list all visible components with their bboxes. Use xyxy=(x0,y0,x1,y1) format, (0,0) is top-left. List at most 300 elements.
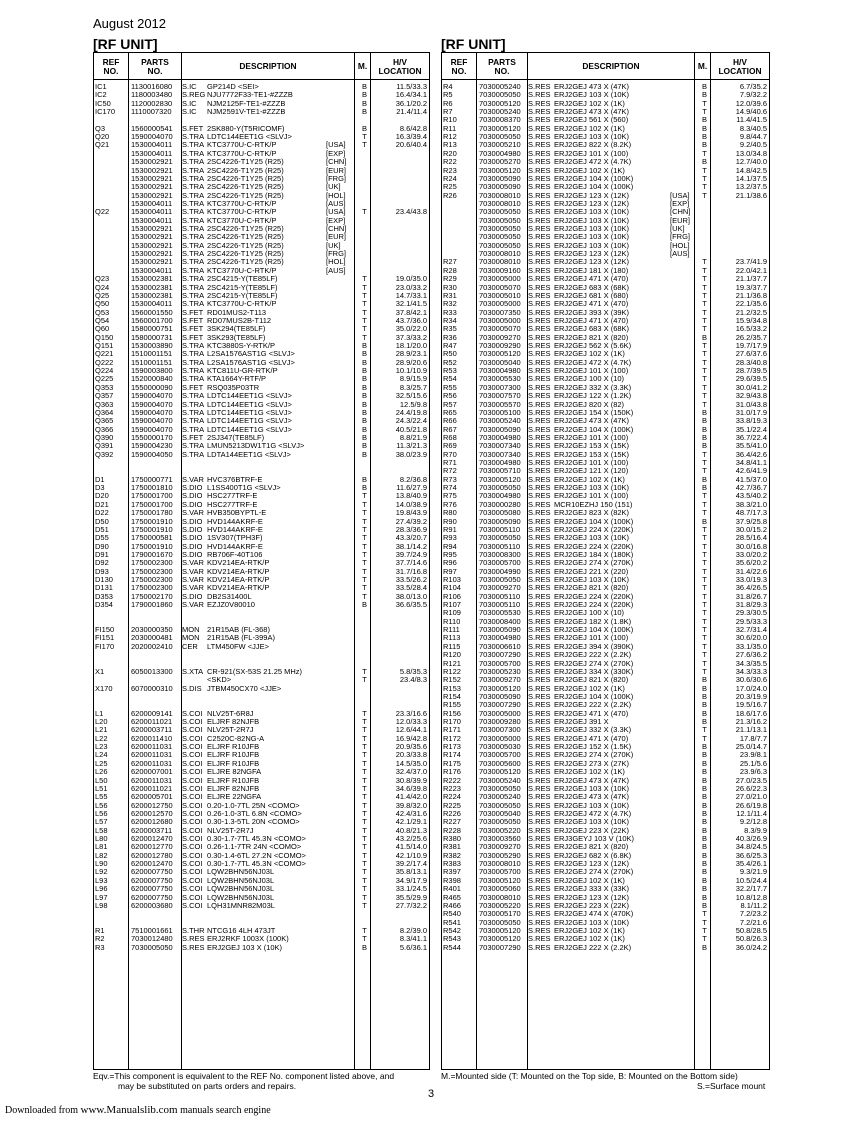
mounted-side: B xyxy=(701,776,707,785)
hv-location: 8.6/42.8 xyxy=(399,124,427,133)
part-type: S.RES xyxy=(528,751,551,760)
ref-no: R57 xyxy=(443,400,457,409)
table-row xyxy=(94,401,429,409)
part-type: S.DIO xyxy=(182,484,203,493)
part-description: KTC3770U-C-RTK/P xyxy=(207,266,277,275)
part-description: ERJ2GEJ 103 X (10K) xyxy=(554,233,630,242)
mounted-side: T xyxy=(702,910,707,919)
parts-no: 7030008010 xyxy=(479,258,521,267)
hv-location: 34.3/35.5 xyxy=(735,659,767,668)
ref-no: Q363 xyxy=(95,400,114,409)
region-code: [FRG] xyxy=(670,233,690,242)
table-row xyxy=(94,442,429,450)
part-type: S.TRA xyxy=(182,291,205,300)
hv-location: 28.9/23.1 xyxy=(395,350,427,359)
part-description: ERJ2GEJ 104 X (100K) xyxy=(554,425,634,434)
part-type: S.TRA xyxy=(182,266,205,275)
part-description: 2SC4226-T1Y25 (R25) xyxy=(207,174,284,183)
parts-table-right xyxy=(441,52,770,1070)
ref-no: R54 xyxy=(443,375,457,384)
part-description: ERJ2GEJ 224 X (220K) xyxy=(554,592,634,601)
part-type: S.RES xyxy=(528,651,551,660)
hv-location: 35.5/41.0 xyxy=(735,442,767,451)
part-type: S.VAR xyxy=(182,475,204,484)
part-description: ERJ3GEYJ 103 V (10K) xyxy=(554,835,635,844)
mounted-side: B xyxy=(701,91,707,100)
table-row xyxy=(94,751,429,759)
mounted-side: T xyxy=(702,492,707,501)
table-row xyxy=(442,760,769,768)
ref-no: R401 xyxy=(443,885,461,894)
parts-no: 1130016080 xyxy=(131,83,173,91)
mounted-side: T xyxy=(702,659,707,668)
part-description: KTC3770U-C-RTK/P xyxy=(207,149,277,158)
table-row xyxy=(442,852,769,860)
hv-location: 25.1/5.6 xyxy=(739,759,767,768)
part-type: S.RES xyxy=(528,166,551,175)
mounted-side: B xyxy=(701,876,707,885)
parts-no: 1530002381 xyxy=(131,291,173,300)
hv-location: 42.7/36.7 xyxy=(735,484,767,493)
parts-no: 7030009280 xyxy=(479,718,521,727)
table-row xyxy=(442,167,769,175)
part-type: S.COI xyxy=(182,860,203,869)
parts-no: 7030005050 xyxy=(479,818,521,827)
parts-no: 1530002921 xyxy=(131,191,173,200)
parts-no: 6200007001 xyxy=(131,768,173,777)
table-row xyxy=(442,426,769,434)
ref-no: R122 xyxy=(443,667,461,676)
ref-no: L1 xyxy=(95,709,104,718)
table-row xyxy=(442,944,769,952)
table-row xyxy=(442,292,769,300)
hv-location: 31.8/29.3 xyxy=(735,601,767,610)
parts-no: 6200009141 xyxy=(131,709,173,718)
ref-no: R6 xyxy=(443,99,453,108)
ref-no: D90 xyxy=(95,542,109,551)
part-type: S.TRA xyxy=(182,408,205,417)
download-site-link[interactable]: www.Manualslib.com xyxy=(80,1104,178,1116)
part-type: S.TRA xyxy=(182,358,205,367)
ref-no: L96 xyxy=(95,885,108,894)
parts-no: 1530004011 xyxy=(131,199,173,208)
part-type: S.TRA xyxy=(182,258,205,267)
part-description: ELJRF 82NJFB xyxy=(207,784,260,793)
ref-no-header: REF NO. xyxy=(94,53,129,80)
mounted-side: T xyxy=(362,492,367,501)
part-description: ERJ2GEJ 472 X (4.7K) xyxy=(554,809,632,818)
ref-no: Q357 xyxy=(95,392,114,401)
hv-location: 35.4/26.1 xyxy=(735,860,767,869)
parts-no: 7030005050 xyxy=(479,784,521,793)
hv-location: 29.3/30.5 xyxy=(735,609,767,618)
table-row xyxy=(442,258,769,266)
mounted-side: T xyxy=(702,634,707,643)
ref-no: L22 xyxy=(95,734,108,743)
ref-no: R544 xyxy=(443,943,461,952)
parts-no: 7030007300 xyxy=(479,383,521,392)
table-row xyxy=(94,325,429,333)
part-type: S.RES xyxy=(528,383,551,392)
part-type: S.RES xyxy=(528,843,551,852)
part-description: ERJ2GEJ 334 X (330K) xyxy=(554,667,634,676)
table-row xyxy=(442,651,769,659)
part-type: S.RES xyxy=(528,392,551,401)
hv-location: 14.1/37.5 xyxy=(735,174,767,183)
region-code: [HOL] xyxy=(326,191,346,200)
mounted-side: B xyxy=(361,484,367,493)
mounted-side: T xyxy=(362,860,367,869)
ref-no: L20 xyxy=(95,718,108,727)
part-type: S.RES xyxy=(528,935,551,944)
part-description: ERJ2GEJ 153 X (15K) xyxy=(554,450,630,459)
mounted-side: T xyxy=(362,542,367,551)
part-type: S.COI xyxy=(182,709,203,718)
table-row xyxy=(94,777,429,785)
mounted-side: B xyxy=(361,124,367,133)
region-code: [CHN] xyxy=(326,158,347,167)
part-type: S.FET xyxy=(182,333,204,342)
hv-location: 40.3/26.9 xyxy=(735,835,767,844)
hv-location: 8.2/36.8 xyxy=(399,475,427,484)
part-type: S.RES xyxy=(528,400,551,409)
part-description: ERJ2GEJ 102 X (1K) xyxy=(554,684,625,693)
part-description: 2SC4226-T1Y25 (R25) xyxy=(207,183,284,192)
ref-no: R69 xyxy=(443,442,457,451)
hv-location: 36.1/20.2 xyxy=(395,99,427,108)
part-description: ERJ2GEJ 274 X (270K) xyxy=(554,868,634,877)
ref-no: R3 xyxy=(95,943,105,952)
part-description: 21R15AB (FL-399A) xyxy=(207,634,275,643)
part-type: S.RES xyxy=(528,358,551,367)
hv-location: 7.9/32.2 xyxy=(739,91,767,100)
parts-no: 7030005110 xyxy=(479,601,521,610)
part-type: S.RES xyxy=(528,559,551,568)
ref-no: R107 xyxy=(443,601,461,610)
part-description: NJU7772F33-TE1-#ZZZB xyxy=(207,91,293,100)
table-row xyxy=(94,701,429,709)
ref-no: FI150 xyxy=(95,626,115,635)
part-type: S.RES xyxy=(528,459,551,468)
region-code: [HOL] xyxy=(326,258,346,267)
hv-location: 11.5/33.3 xyxy=(396,83,427,91)
parts-no: 7030005120 xyxy=(479,475,521,484)
part-type: S.RES xyxy=(528,567,551,576)
ref-no: R1 xyxy=(95,926,105,935)
table-row xyxy=(94,693,429,701)
table-row xyxy=(442,768,769,776)
table-row xyxy=(442,350,769,358)
part-description: ERJ2GEJ 471 X (470) xyxy=(554,275,629,284)
hv-location: 40.8/21.3 xyxy=(395,826,427,835)
part-description: ERJ2GEJ 224 X (220K) xyxy=(554,525,634,534)
mounted-side: T xyxy=(702,166,707,175)
ref-no: R32 xyxy=(443,300,457,309)
hv-location: 31.0/43.8 xyxy=(735,400,767,409)
table-row xyxy=(442,518,769,526)
parts-no: 1530002921 xyxy=(131,233,173,242)
hv-location: 29.5/33.3 xyxy=(735,617,767,626)
part-description: ERJ2GEJ 473 X (47K) xyxy=(554,83,630,91)
mounted-side: T xyxy=(702,342,707,351)
region-code: [USA] xyxy=(326,208,346,217)
parts-no: 7030005120 xyxy=(479,124,521,133)
mounted-side: B xyxy=(701,408,707,417)
hv-location: 8.3/25.7 xyxy=(399,383,427,392)
mounted-side: T xyxy=(702,926,707,935)
table-header xyxy=(94,53,429,80)
ref-no: L55 xyxy=(95,793,108,802)
parts-no: 1530002921 xyxy=(131,225,173,234)
parts-no: 1790001860 xyxy=(131,601,173,610)
part-type: S.RES xyxy=(528,734,551,743)
parts-no: 7030005240 xyxy=(479,793,521,802)
table-row xyxy=(442,576,769,584)
ref-no: R154 xyxy=(443,692,461,701)
description-header: DESCRIPTION xyxy=(528,53,695,80)
part-type: S.RES xyxy=(528,709,551,718)
table-row xyxy=(94,192,429,200)
hv-location: 18.6/17.6 xyxy=(735,709,767,718)
table-row xyxy=(94,852,429,860)
table-row xyxy=(442,885,769,893)
part-description: ERJ2RKF 1003X (100K) xyxy=(207,935,289,944)
part-type: S.TRA xyxy=(182,216,205,225)
hv-location: 36.4/26.5 xyxy=(735,584,767,593)
mounted-side: T xyxy=(702,358,707,367)
hv-location: 41.5/37.0 xyxy=(735,475,767,484)
part-type: S.COI xyxy=(182,793,203,802)
mounted-side: T xyxy=(362,283,367,292)
table-row xyxy=(442,559,769,567)
ref-no: R170 xyxy=(443,718,461,727)
mounted-side: B xyxy=(701,333,707,342)
ref-no: L57 xyxy=(95,818,108,827)
part-description: ERJ2GEJ 103 X (10K) xyxy=(554,576,630,584)
table-row xyxy=(442,91,769,99)
part-description: ERJ2GEJ 123 X (12K) xyxy=(554,893,630,902)
ref-no: R222 xyxy=(443,776,461,785)
part-description: ERJ2GEJ 103 X (10K) xyxy=(554,241,630,250)
part-description: ERJ2GEJ 822 X (8.2K) xyxy=(554,141,632,150)
hv-location: 33.5/26.2 xyxy=(395,576,427,584)
ref-no: R104 xyxy=(443,584,461,593)
ref-no: R543 xyxy=(443,935,461,944)
hv-location: 38.3/21.0 xyxy=(735,500,767,509)
parts-no: 7030005110 xyxy=(479,542,521,551)
part-type: S.RES xyxy=(528,241,551,250)
part-type: S.COI xyxy=(182,901,203,910)
download-prefix: Downloaded from xyxy=(5,1105,81,1116)
hv-location: 37.9/25.8 xyxy=(735,517,767,526)
table-row xyxy=(94,534,429,542)
hv-location: 21.1/36.8 xyxy=(735,291,767,300)
parts-no: 1530004011 xyxy=(131,141,173,150)
hv-location: 8.3/41.1 xyxy=(399,935,427,944)
parts-no: 7030005120 xyxy=(479,935,521,944)
table-row xyxy=(94,350,429,358)
hv-location: 35.1/22.4 xyxy=(735,425,767,434)
parts-no: 6200003711 xyxy=(131,826,173,835)
part-description: ERJ2GEJ 224 X (220K) xyxy=(554,601,634,610)
part-type: S.RES xyxy=(528,926,551,935)
mounted-side: B xyxy=(701,901,707,910)
hv-location: 35.6/20.2 xyxy=(735,559,767,568)
table-row xyxy=(94,267,429,275)
region-code: [USA] xyxy=(326,141,346,150)
parts-no: 1590004070 xyxy=(131,408,173,417)
parts-no: 1750000771 xyxy=(131,475,173,484)
part-type: S.TRA xyxy=(182,275,205,284)
ref-no: IC1 xyxy=(95,83,107,91)
parts-no: 1590004070 xyxy=(131,425,173,434)
ref-no: Q50 xyxy=(95,300,110,309)
part-description: ERJ2GEJ 332 X (3.3K) xyxy=(554,726,632,735)
part-description: ERJ2GEJ 683 X (68K) xyxy=(554,283,630,292)
parts-no: 7030005050 xyxy=(479,576,521,584)
table-row xyxy=(442,618,769,626)
part-type: S.RES xyxy=(528,199,551,208)
parts-no: 1510001151 xyxy=(131,350,173,359)
region-code: [CHN] xyxy=(326,225,347,234)
part-description: ERJ2GEJ 472 X (4.7K) xyxy=(554,358,632,367)
part-description: KDV214EA-RTK/P xyxy=(207,567,270,576)
table-row xyxy=(94,242,429,250)
hv-location: 36.0/24.2 xyxy=(735,943,767,952)
part-description: ERJ2GEJ 103 X (10K) xyxy=(554,208,630,217)
hv-location: 34.3/33.3 xyxy=(735,667,767,676)
parts-no: 2030000350 xyxy=(131,626,173,635)
hv-location: 26.6/22.3 xyxy=(735,784,767,793)
part-description: ERJ2GEJ 121 X (120) xyxy=(554,467,629,476)
mounted-side: B xyxy=(361,392,367,401)
hv-location: 38.1/14.2 xyxy=(395,542,427,551)
part-type: S.RES xyxy=(528,759,551,768)
parts-no: 7030007340 xyxy=(479,442,521,451)
table-row xyxy=(94,634,429,642)
parts-no: 1590004070 xyxy=(131,392,173,401)
parts-no: 1590004070 xyxy=(131,133,173,142)
part-type: S.RES xyxy=(528,743,551,752)
parts-no: 7030005710 xyxy=(479,467,521,476)
table-row xyxy=(442,459,769,467)
part-description: 1SV307(TPH3F) xyxy=(207,534,263,543)
hv-location: 12.5/9.8 xyxy=(399,400,427,409)
part-type: MON xyxy=(182,626,200,635)
hv-location: 38.0/13.0 xyxy=(395,592,427,601)
mounted-side: B xyxy=(361,350,367,359)
part-type: S.RES xyxy=(528,108,551,117)
part-type: S.RES xyxy=(528,258,551,267)
hv-location: 11.4/41.5 xyxy=(736,116,767,125)
mounted-side: T xyxy=(362,751,367,760)
part-description: HVB350BYPTL-E xyxy=(207,509,267,518)
part-description: ERJ2GEJ 101 X (100) xyxy=(554,367,629,376)
part-description: KTC3880S-Y-RTK/P xyxy=(207,342,275,351)
part-type: S.COI xyxy=(182,759,203,768)
hv-location: 28.3/40.8 xyxy=(735,358,767,367)
table-row xyxy=(94,426,429,434)
part-type: S.TRA xyxy=(182,183,205,192)
table-row xyxy=(442,660,769,668)
hv-location: 36.6/35.5 xyxy=(395,601,427,610)
mounted-side: T xyxy=(702,392,707,401)
hv-location: 20.6/40.4 xyxy=(395,141,427,150)
hv-location: 9.2/12.8 xyxy=(739,818,767,827)
part-description: ERJ2GEJ 821 X (820) xyxy=(554,584,629,593)
hv-location: 27.7/32.2 xyxy=(395,901,427,910)
ref-no: Q24 xyxy=(95,283,110,292)
table-row xyxy=(442,751,769,759)
mounted-side: B xyxy=(361,367,367,376)
part-description: C2520C-82NG-A xyxy=(207,734,265,743)
parts-no: 7030005110 xyxy=(479,525,521,534)
part-description: ERJ2GEJ 102 X (1K) xyxy=(554,166,625,175)
part-type: S.IC xyxy=(182,108,197,117)
part-type: S.DIS xyxy=(182,684,202,693)
part-description: 2SJ347(TE85LF) xyxy=(207,433,265,442)
table-row xyxy=(442,275,769,283)
hv-location: 42.1/29.1 xyxy=(395,818,427,827)
table-row xyxy=(442,910,769,918)
mounted-side: T xyxy=(362,525,367,534)
table-row xyxy=(442,250,769,258)
mounted-side: B xyxy=(701,818,707,827)
table-row xyxy=(94,584,429,592)
part-description: ERJ2GEJ 102 X (1K) xyxy=(554,99,625,108)
part-type: S.TRA xyxy=(182,174,205,183)
hv-location: 16.9/42.8 xyxy=(395,734,427,743)
table-row xyxy=(442,843,769,851)
parts-no: 6200011031 xyxy=(131,751,173,760)
ref-no: D50 xyxy=(95,517,109,526)
part-type: S.COI xyxy=(182,768,203,777)
mounted-side: T xyxy=(702,534,707,543)
parts-no: 7030005290 xyxy=(479,851,521,860)
table-row xyxy=(442,108,769,116)
parts-no: 7030009270 xyxy=(479,333,521,342)
mounted-side: B xyxy=(701,417,707,426)
ref-no: D92 xyxy=(95,559,109,568)
part-type: S.DIO xyxy=(182,534,203,543)
ref-no: R33 xyxy=(443,308,457,317)
ref-no: R228 xyxy=(443,826,461,835)
mounted-side: T xyxy=(362,676,367,685)
ref-no: R176 xyxy=(443,768,461,777)
ref-no: R56 xyxy=(443,392,457,401)
section-title-right: [RF UNIT] xyxy=(441,36,506,52)
mounted-side: B xyxy=(701,484,707,493)
ref-no: L93 xyxy=(95,876,108,885)
parts-no: 7030007290 xyxy=(479,651,521,660)
parts-no: 7030005090 xyxy=(479,174,521,183)
mounted-side: B xyxy=(701,433,707,442)
part-type: S.IC xyxy=(182,99,197,108)
part-type: S.COI xyxy=(182,843,203,852)
ref-no: R111 xyxy=(443,626,460,635)
parts-no: 1530004011 xyxy=(131,208,173,217)
ref-no: D51 xyxy=(95,525,109,534)
ref-no: L26 xyxy=(95,768,108,777)
hv-location: 13.2/37.5 xyxy=(735,183,767,192)
part-description: ERJ2GEJ 102 X (1K) xyxy=(554,475,625,484)
part-type: S.RES xyxy=(528,868,551,877)
part-type: S.FET xyxy=(182,308,204,317)
table-row xyxy=(442,835,769,843)
hv-location: 5.6/36.1 xyxy=(399,943,427,952)
part-description: ERJ2GEJ 104 X (100K) xyxy=(554,626,634,635)
part-description: ERJ2GEJ 102 X (1K) xyxy=(554,876,625,885)
